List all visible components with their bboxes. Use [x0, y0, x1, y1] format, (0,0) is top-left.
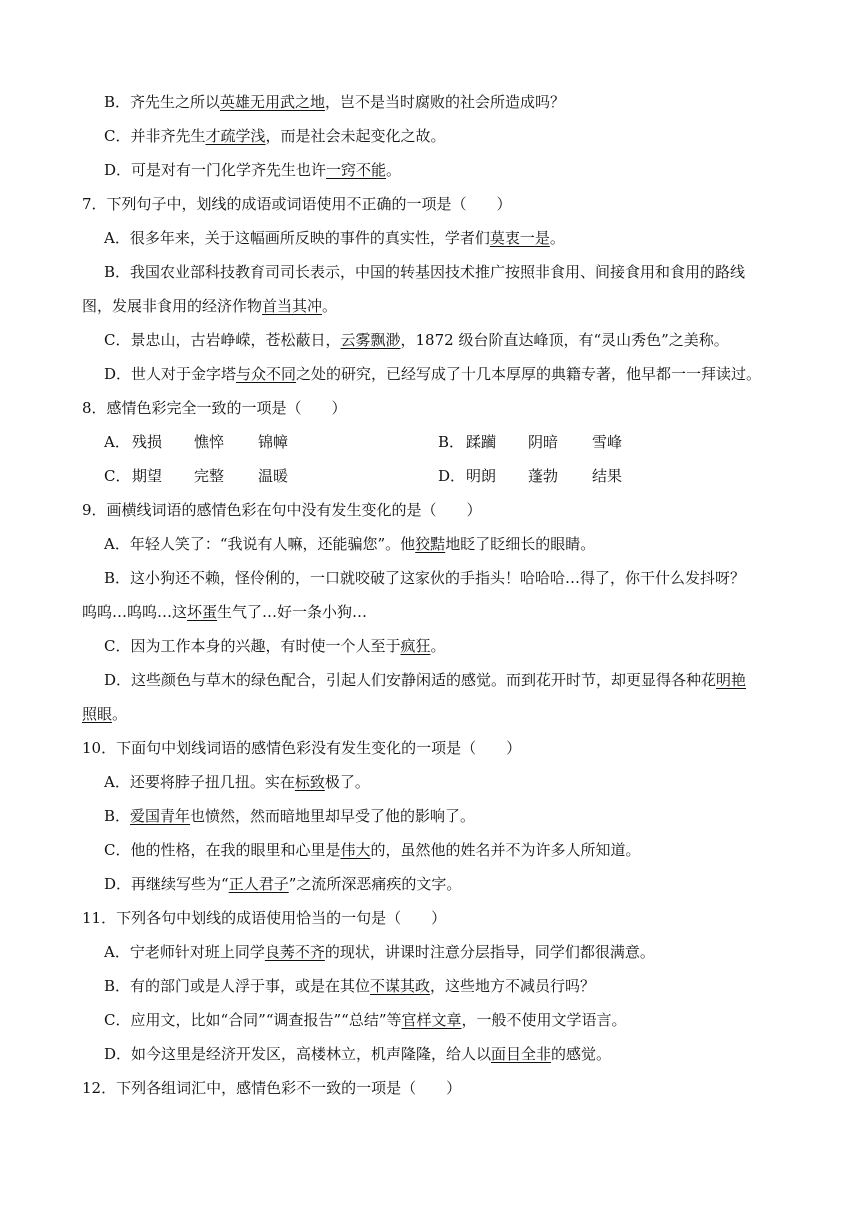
underlined-idiom: 英雄无用武之地 — [220, 93, 326, 111]
option-text: ，1872 级台阶直达峰顶，有“灵山秀色”之美称。 — [400, 331, 729, 349]
q6-option-b — [0, 92, 860, 112]
option-text: ，而是社会未起变化之故。 — [265, 127, 446, 145]
option-text: B．齐先生之所以 — [104, 93, 221, 111]
underlined-idiom: 面目全非 — [491, 1045, 552, 1063]
option-text: C．应用文，比如“合同”“调查报告”“总结”等 — [104, 1011, 402, 1029]
q8-stem: 8．感情色彩完全一致的一项是（ ） — [82, 399, 347, 417]
q8-option-a-word: 残损 — [132, 433, 163, 451]
underlined-word: 标致 — [294, 773, 325, 791]
option-text: B．有的部门或是人浮于事，或是在其位 — [104, 977, 371, 995]
q8-option-c-label: C． — [104, 467, 131, 485]
option-text: D．再继续写些为“ — [104, 875, 229, 893]
option-text: 的现状，讲课时注意分层指导，同学们都很满意。 — [324, 943, 655, 961]
option-text: D．这些颜色与草木的绿色配合，引起人们安静闲适的感觉。而到花开时节，却更显得各种花 — [104, 671, 717, 689]
underlined-idiom: 与众不同 — [236, 365, 297, 383]
underlined-idiom: 官样文章 — [401, 1011, 462, 1029]
q8-option-d-word: 蓬勃 — [528, 467, 559, 485]
underlined-idiom: 一窍不能 — [326, 161, 387, 179]
option-text: ”之流所深恶痛疾的文字。 — [288, 875, 462, 893]
underlined-idiom: 才疏学浅 — [205, 127, 266, 145]
option-text: 生气了…好一条小狗… — [217, 603, 368, 621]
q8-option-b-word: 阴暗 — [528, 433, 559, 451]
option-text: 地眨了眨细长的眼睛。 — [445, 535, 596, 553]
option-text: 图，发展非食用的经济作物 — [82, 297, 263, 315]
option-text: 的，虽然他的姓名并不为许多人所知道。 — [370, 841, 641, 859]
option-text: C．他的性格，在我的眼里和心里是 — [104, 841, 341, 859]
q8-option-d-label: D． — [438, 467, 466, 485]
q11-option-c — [0, 1010, 860, 1030]
underlined-idiom: 云雾飘渺 — [340, 331, 401, 349]
underlined-idiom: 不谋其政 — [370, 977, 431, 995]
underlined-word: 坏蛋 — [187, 603, 218, 621]
q9-option-b-line1: B．这小狗还不赖，怪伶俐的，一口就咬破了这家伙的手指头！哈哈哈…得了，你干什么发抖呀？ — [104, 569, 746, 587]
q10-option-c — [0, 840, 860, 860]
q12-stem: 12．下列各组词汇中，感情色彩不一致的一项是（ ） — [82, 1079, 462, 1097]
q8-option-c-word: 完整 — [194, 467, 225, 485]
option-text: ，这些地方不减员行吗？ — [430, 977, 596, 995]
q8-option-c-word: 期望 — [132, 467, 163, 485]
q7-option-c — [0, 330, 860, 350]
underlined-word: 疯狂 — [400, 637, 431, 655]
option-text: A．年轻人笑了：“我说有人嘛，还能骗您”。他 — [104, 535, 416, 553]
q9-option-c — [0, 636, 860, 656]
q8-option-a-word: 憔悴 — [194, 433, 225, 451]
option-text: C．景忠山，古岩峥嵘，苍松蔽日， — [104, 331, 341, 349]
underlined-word: 明艳 — [716, 671, 747, 689]
option-text: 。 — [549, 229, 565, 247]
q11-option-d — [0, 1044, 860, 1064]
q7-stem: 7．下列句子中，划线的成语或词语使用不正确的一项是（ ） — [82, 195, 512, 213]
underlined-word: 正人君子 — [228, 875, 289, 893]
option-text: D．可是对有一门化学齐先生也许 — [104, 161, 327, 179]
option-text: 。 — [430, 637, 446, 655]
underlined-word: 照眼 — [82, 705, 113, 723]
q9-stem: 9．画横线词语的感情色彩在句中没有发生变化的是（ ） — [82, 501, 482, 519]
underlined-idiom: 莫衷一是 — [489, 229, 550, 247]
option-text: A．很多年来，关于这幅画所反映的事件的真实性，学者们 — [104, 229, 490, 247]
q8-option-b-word: 雪峰 — [592, 433, 623, 451]
q9-option-d-line1 — [0, 670, 860, 690]
q8-option-b-label: B． — [438, 433, 465, 451]
option-text: C．因为工作本身的兴趣，有时使一个人至于 — [104, 637, 401, 655]
q6-option-d — [0, 160, 860, 180]
option-text: A．宁老师针对班上同学 — [104, 943, 265, 961]
underlined-word: 爱国青年 — [130, 807, 191, 825]
q9-option-a — [0, 534, 860, 554]
underlined-word: 狡黠 — [415, 535, 446, 553]
underlined-word: 伟大 — [340, 841, 371, 859]
option-text: D．世人对于金字塔 — [104, 365, 237, 383]
option-text: C．并非齐先生 — [104, 127, 206, 145]
q8-option-d-word: 明朗 — [466, 467, 497, 485]
option-text: 呜呜…呜呜…这 — [82, 603, 188, 621]
underlined-idiom: 良莠不齐 — [264, 943, 325, 961]
q10-stem: 10．下面句中划线词语的感情色彩没有发生变化的一项是（ ） — [82, 739, 522, 757]
q7-option-d — [0, 364, 860, 384]
q11-stem: 11．下列各句中划线的成语使用恰当的一句是（ ） — [82, 909, 447, 927]
option-text: 。 — [112, 705, 128, 723]
q8-option-a-word: 锦幛 — [258, 433, 289, 451]
option-text: 极了。 — [324, 773, 370, 791]
q7-option-a — [0, 228, 860, 248]
q10-option-d — [0, 874, 860, 894]
q10-option-b — [0, 806, 860, 826]
option-text: 。 — [322, 297, 338, 315]
q11-option-b — [0, 976, 860, 996]
q6-option-c — [0, 126, 860, 146]
q9-option-d-line2 — [0, 704, 860, 724]
option-text: 之处的研究，已经写成了十几本厚厚的典籍专著，他早都一一拜读过。 — [296, 365, 762, 383]
option-text: D．如今这里是经济开发区，高楼林立，机声隆隆，给人以 — [104, 1045, 492, 1063]
q8-option-d-word: 结果 — [592, 467, 623, 485]
option-text: ，岂不是当时腐败的社会所造成吗？ — [325, 93, 566, 111]
q8-option-c-word: 温暖 — [258, 467, 289, 485]
q10-option-a — [0, 772, 860, 792]
q8-option-a-label: A． — [104, 433, 130, 451]
q9-option-b-line2 — [0, 602, 860, 622]
option-text: 的感觉。 — [551, 1045, 612, 1063]
q7-option-b-line1: B．我国农业部科技教育司司长表示，中国的转基因技术推广按照非食用、间接食用和食用的路线 — [104, 263, 746, 281]
option-text: 。 — [386, 161, 402, 179]
q8-option-b-word: 蹂躏 — [466, 433, 497, 451]
q11-option-a — [0, 942, 860, 962]
option-text: A．还要将脖子扭几扭。实在 — [104, 773, 295, 791]
underlined-idiom: 首当其冲 — [262, 297, 323, 315]
option-text: ，一般不使用文学语言。 — [461, 1011, 627, 1029]
q7-option-b-line2 — [0, 296, 860, 316]
option-text: 也愤然，然而暗地里却早受了他的影响了。 — [190, 807, 476, 825]
option-text: B． — [104, 807, 131, 825]
